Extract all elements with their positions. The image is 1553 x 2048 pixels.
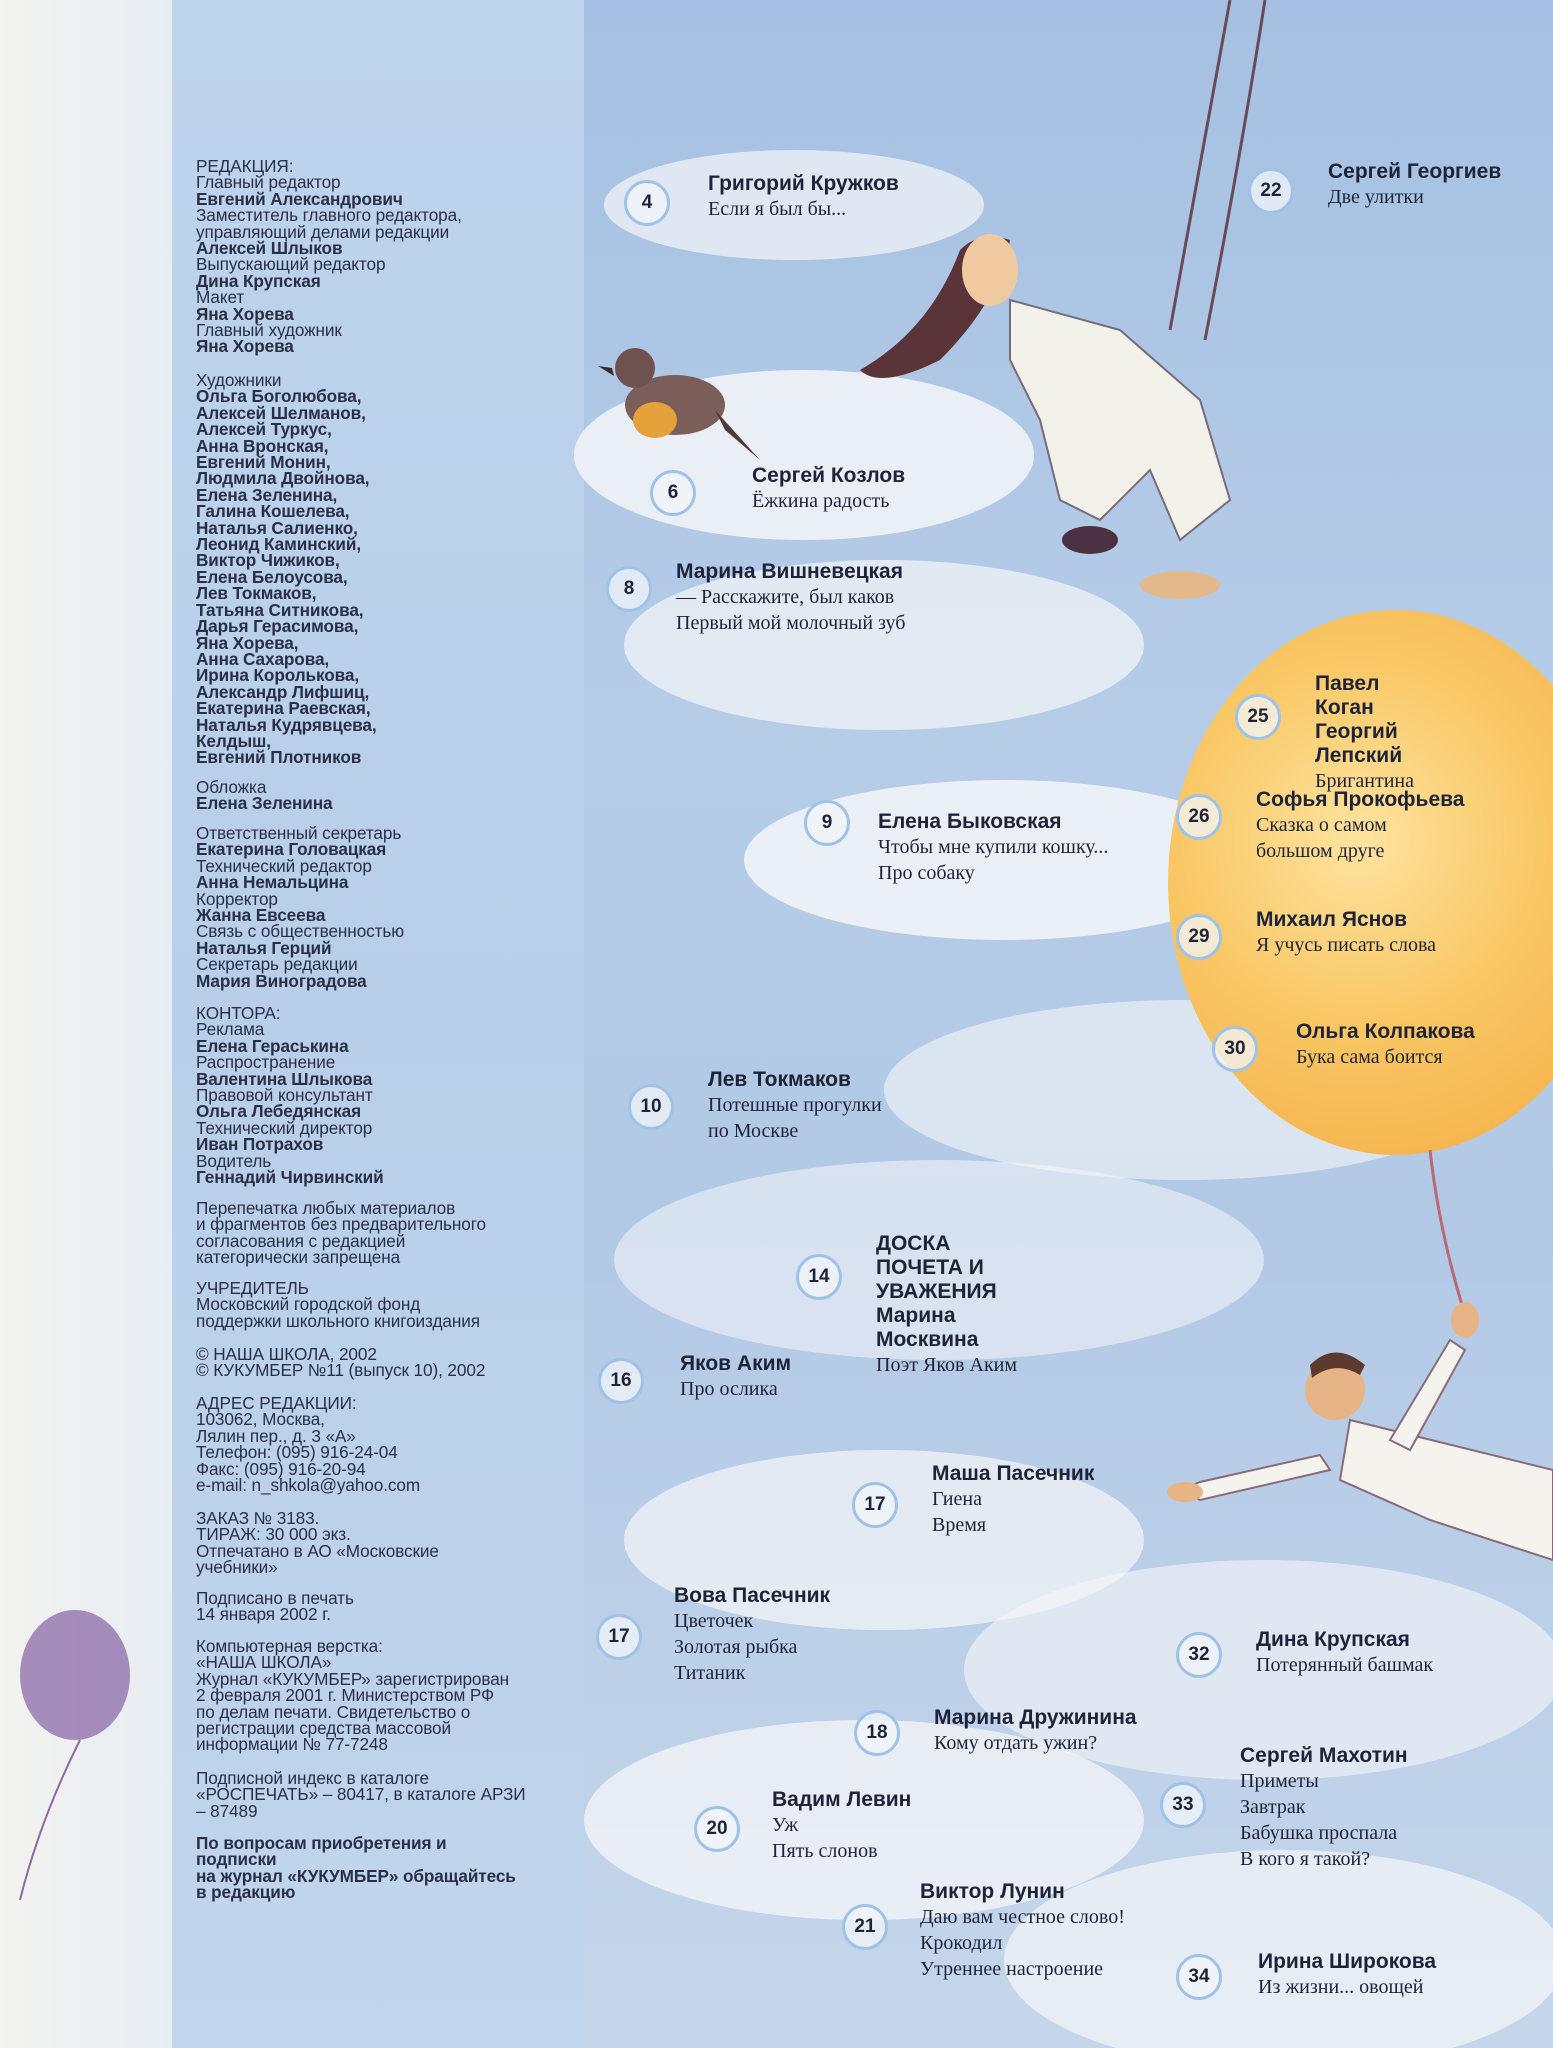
- toc-work: Титаник: [674, 1662, 746, 1684]
- credit-line: Анна Вронская,: [196, 435, 329, 456]
- toc-work: Уж: [772, 1814, 799, 1836]
- toc-text: [676, 560, 905, 636]
- credit-line: Наталья Герций: [196, 937, 332, 958]
- credit-line: Келдыш,: [196, 730, 271, 751]
- credit-line: Виктор Чижиков,: [196, 550, 340, 571]
- credit-line: Выпускающий редактор: [196, 254, 386, 275]
- toc-work: Чтобы мне купили кошку...: [878, 836, 1109, 858]
- credit-line: Связь с общественностью: [196, 921, 405, 942]
- credit-line: Геннадий Чирвинский: [196, 1167, 384, 1188]
- page-number-badge: 16: [598, 1358, 644, 1404]
- credit-line: Елена Гераськина: [196, 1035, 349, 1056]
- page-number-badge: 20: [694, 1806, 740, 1852]
- credit-line: Главный редактор: [196, 172, 341, 193]
- toc-author: Сергей Махотин: [1240, 1744, 1408, 1767]
- credit-line: по делам печати. Свидетельство о: [196, 1701, 471, 1722]
- toc-work: Первый мой молочный зуб: [676, 612, 906, 634]
- credit-line: «РОСПЕЧАТЬ» – 80417, в каталоге АРЗИ: [196, 1784, 526, 1805]
- credit-line: Корректор: [196, 888, 278, 909]
- page-number-badge: 17: [852, 1482, 898, 1528]
- toc-work: Гиена: [932, 1488, 982, 1510]
- toc-work: Цветочек: [674, 1610, 754, 1632]
- credit-line: «НАША ШКОЛА»: [196, 1652, 332, 1673]
- toc-text: [1258, 1950, 1436, 2000]
- toc-work: Бригантина: [1315, 770, 1414, 792]
- toc-work: Из жизни... овощей: [1258, 1976, 1424, 1998]
- credit-line: Людмила Двойнова,: [196, 468, 370, 489]
- toc-work: Про ослика: [680, 1378, 778, 1400]
- credit-line: Елена Белоусова,: [196, 566, 348, 587]
- credit-line: Анна Немальцина: [196, 872, 349, 893]
- toc-author: ДОСКА ПОЧЕТА И УВАЖЕНИЯ Марина Москвина: [876, 1232, 997, 1351]
- credit-line: Компьютерная верстка:: [196, 1636, 383, 1656]
- credit-line: Галина Кошелева,: [196, 501, 350, 522]
- credit-line: Наталья Кудрявцева,: [196, 714, 377, 735]
- toc-author: Михаил Яснов: [1256, 908, 1408, 931]
- toc-text: [934, 1706, 1137, 1756]
- page-number-badge: 17: [596, 1614, 642, 1660]
- credit-line: ЗАКАЗ № 3183.: [196, 1508, 320, 1528]
- toc-work: Кому отдать ужин?: [934, 1732, 1098, 1754]
- credit-line: По вопросам приобретения и: [196, 1833, 447, 1853]
- credit-line: Ответственный секретарь: [196, 823, 402, 843]
- toc-text: [1256, 788, 1464, 864]
- toc-work: Золотая рыбка: [674, 1636, 798, 1658]
- credit-line: Заместитель главного редактора,: [196, 205, 462, 226]
- purple-balloon-icon: [20, 1610, 130, 1900]
- credit-line: Евгений Монин,: [196, 452, 331, 473]
- credit-line: Водитель: [196, 1150, 272, 1171]
- page-number-badge: 4: [624, 180, 670, 226]
- toc-author: Григорий Кружков: [708, 172, 899, 195]
- toc-text: [1328, 160, 1501, 210]
- credit-line: ТИРАЖ: 30 000 экз.: [196, 1524, 351, 1545]
- toc-work: по Москве: [708, 1120, 799, 1142]
- toc-work: Пять слонов: [772, 1840, 878, 1862]
- toc-author: Елена Быковская: [878, 810, 1062, 833]
- credit-line: Главный художник: [196, 320, 342, 341]
- credit-line: Екатерина Головацкая: [196, 839, 387, 860]
- page-number-badge: 6: [650, 470, 696, 516]
- credit-line: Яна Хорева,: [196, 632, 299, 653]
- credit-line: Московский городской фонд: [196, 1294, 421, 1315]
- toc-work: Время: [932, 1514, 987, 1536]
- credit-line: Подписано в печать: [196, 1588, 354, 1608]
- toc-work: Бука сама боится: [1296, 1046, 1443, 1068]
- page-number-badge: 10: [628, 1084, 674, 1130]
- credit-line: Ольга Лебедянская: [196, 1101, 362, 1122]
- credit-line: УЧРЕДИТЕЛЬ: [196, 1278, 309, 1298]
- credit-line: Елена Зеленина,: [196, 484, 338, 505]
- toc-author: Марина Вишневецкая: [676, 560, 903, 583]
- credit-line: Правовой консультант: [196, 1085, 373, 1106]
- credit-line: подписки: [196, 1849, 277, 1870]
- toc-text: [1315, 672, 1414, 794]
- credit-line: Татьяна Ситникова,: [196, 599, 364, 620]
- credit-line: Художники: [196, 370, 282, 390]
- toc-author: Маша Пасечник: [932, 1462, 1095, 1485]
- page-number-badge: 8: [606, 566, 652, 612]
- toc-text: [920, 1880, 1125, 1982]
- credit-line: Алексей Шелманов,: [196, 402, 366, 423]
- toc-author: Сергей Георгиев: [1328, 160, 1502, 183]
- swing-rope-icon: [1170, 0, 1230, 330]
- credit-line: Анна Сахарова,: [196, 648, 330, 669]
- credit-line: Технический редактор: [196, 855, 372, 876]
- credit-line: Евгений Плотников: [196, 747, 362, 768]
- toc-work: Про собаку: [878, 862, 975, 884]
- credit-line: КОНТОРА:: [196, 1003, 281, 1023]
- credit-line: Валентина Шлыкова: [196, 1068, 373, 1089]
- toc-author: Ирина Широкова: [1258, 1950, 1437, 1973]
- toc-author: Марина Дружинина: [934, 1706, 1137, 1729]
- credit-line: Обложка: [196, 777, 267, 797]
- credit-line: и фрагментов без предварительного: [196, 1214, 486, 1235]
- toc-text: [680, 1352, 791, 1402]
- credit-line: регистрации средства массовой: [196, 1718, 452, 1739]
- toc-work: Две улитки: [1328, 186, 1424, 208]
- toc-work: Если я был бы...: [708, 198, 847, 220]
- toc-text: [1256, 1628, 1433, 1678]
- credit-line: Отпечатано в АО «Московские: [196, 1540, 439, 1561]
- page-number-badge: 34: [1176, 1954, 1222, 2000]
- page-number-badge: 26: [1176, 794, 1222, 840]
- credit-line: Подписной индекс в каталоге: [196, 1768, 430, 1788]
- page-number-badge: 14: [796, 1254, 842, 1300]
- credit-line: Александр Лифшиц,: [196, 681, 370, 702]
- toc-text: [932, 1462, 1094, 1538]
- credit-line: категорически запрещена: [196, 1247, 401, 1268]
- credit-line: Технический директор: [196, 1117, 373, 1138]
- bird-icon: [598, 348, 760, 460]
- toc-text: [674, 1584, 830, 1686]
- credit-line: согласования с редакцией: [196, 1230, 406, 1251]
- toc-text: [1256, 908, 1436, 958]
- credit-line: Наталья Салиенко,: [196, 517, 358, 538]
- toc-text: [876, 1232, 1017, 1378]
- credit-line: Лялин пер., д. 3 «А»: [196, 1425, 356, 1446]
- credit-line: – 87489: [196, 1800, 258, 1821]
- credit-line: Иван Потрахов: [196, 1134, 324, 1155]
- credit-line: Распространение: [196, 1052, 336, 1073]
- toc-work: В кого я такой?: [1240, 1848, 1371, 1870]
- credit-line: Жанна Евсеева: [196, 905, 326, 926]
- toc-author: Яков Аким: [680, 1352, 792, 1375]
- page-number-badge: 29: [1176, 914, 1222, 960]
- toc-text: [708, 1068, 882, 1144]
- credit-line: Реклама: [196, 1019, 265, 1040]
- credit-line: управляющий делами редакции: [196, 221, 450, 242]
- credit-line: Яна Хорева: [196, 303, 294, 324]
- page-number-badge: 30: [1212, 1026, 1258, 1072]
- toc-text: [708, 172, 899, 222]
- credit-line: Лев Токмаков,: [196, 583, 317, 604]
- page-number-badge: 32: [1176, 1632, 1222, 1678]
- credit-line: Журнал «КУКУМБЕР» зарегистрирован: [196, 1668, 510, 1689]
- credit-line: Ольга Боголюбова,: [196, 386, 362, 407]
- toc-author: Лев Токмаков: [708, 1068, 851, 1091]
- credit-line: на журнал «КУКУМБЕР» обращайтесь: [196, 1865, 516, 1886]
- credit-line: Ирина Королькова,: [196, 665, 360, 686]
- toc-author: Ольга Колпакова: [1296, 1020, 1475, 1043]
- toc-work: — Расскажите, был каков: [676, 586, 895, 608]
- credit-line: учебники»: [196, 1557, 278, 1578]
- page-number-badge: 33: [1160, 1782, 1206, 1828]
- toc-work: Потешные прогулки: [708, 1094, 882, 1116]
- toc-work: Я учусь писать слова: [1256, 934, 1437, 956]
- credit-line: Дарья Герасимова,: [196, 616, 359, 637]
- page-number-badge: 25: [1235, 694, 1281, 740]
- credit-line: 103062, Москва,: [196, 1409, 325, 1430]
- toc-work: Крокодил: [920, 1932, 1003, 1954]
- toc-work: Ёжкина радость: [752, 490, 890, 512]
- credit-line: Яна Хорева: [196, 336, 294, 357]
- toc-author: Павел Коган Георгий Лепский: [1315, 672, 1403, 767]
- toc-author: Вадим Левин: [772, 1788, 912, 1811]
- page-number-badge: 22: [1248, 168, 1294, 214]
- toc-author: Сергей Козлов: [752, 464, 906, 487]
- credit-line: 14 января 2002 г.: [196, 1604, 331, 1625]
- flying-boy-icon: [1167, 1302, 1553, 1560]
- credit-line: Дина Крупская: [196, 270, 321, 291]
- credit-line: АДРЕС РЕДАКЦИИ:: [196, 1393, 357, 1413]
- credit-line: Евгений Александрович: [196, 188, 403, 209]
- toc-work: Завтрак: [1240, 1796, 1306, 1818]
- toc-work: Бабушка проспала: [1240, 1822, 1398, 1844]
- credit-line: поддержки школьного книгоиздания: [196, 1310, 480, 1331]
- toc-text: [1240, 1744, 1408, 1872]
- credit-line: Макет: [196, 287, 245, 308]
- toc-work: Даю вам честное слово!: [920, 1906, 1125, 1928]
- credit-line: информации № 77-7248: [196, 1734, 388, 1755]
- toc-text: [1296, 1020, 1475, 1070]
- credit-line: © КУКУМБЕР №11 (выпуск 10), 2002: [196, 1360, 486, 1381]
- swing-rope-icon: [1205, 0, 1265, 340]
- page-number-badge: 18: [854, 1710, 900, 1756]
- page-number-badge: 9: [804, 800, 850, 846]
- credit-line: Телефон: (095) 916-24-04: [196, 1442, 398, 1463]
- credit-line: Факс: (095) 916-20-94: [196, 1458, 366, 1479]
- credit-line: Перепечатка любых материалов: [196, 1198, 456, 1218]
- credit-line: Мария Виноградова: [196, 970, 367, 991]
- toc-text: [772, 1788, 911, 1864]
- toc-author: Виктор Лунин: [920, 1880, 1065, 1903]
- toc-author: Дина Крупская: [1256, 1628, 1410, 1651]
- toc-text: [752, 464, 905, 514]
- credit-line: 2 февраля 2001 г. Министерством РФ: [196, 1685, 495, 1706]
- credit-line: Секретарь редакции: [196, 954, 358, 975]
- credit-line: © НАША ШКОЛА, 2002: [196, 1344, 377, 1364]
- credit-line: РЕДАКЦИЯ:: [196, 156, 294, 176]
- toc-work: большом друге: [1256, 840, 1385, 862]
- credit-line: e-mail: n_shkola@yahoo.com: [196, 1475, 421, 1496]
- toc-work: Приметы: [1240, 1770, 1319, 1792]
- toc-work: Поэт Яков Аким: [876, 1354, 1018, 1376]
- credit-line: Алексей Туркус,: [196, 419, 332, 440]
- toc-work: Сказка о самом: [1256, 814, 1387, 836]
- toc-work: Потерянный башмак: [1256, 1654, 1434, 1676]
- credit-line: в редакцию: [196, 1882, 296, 1903]
- credit-line: Елена Зеленина: [196, 793, 333, 814]
- toc-author: Вова Пасечник: [674, 1584, 831, 1607]
- credit-line: Леонид Каминский,: [196, 534, 362, 555]
- girl-on-swing-icon: [860, 234, 1230, 599]
- toc-author: Софья Прокофьева: [1256, 788, 1465, 811]
- page-number-badge: 21: [842, 1904, 888, 1950]
- credit-line: Екатерина Раевская,: [196, 698, 371, 719]
- credit-line: Алексей Шлыков: [196, 238, 343, 259]
- toc-work: Утреннее настроение: [920, 1958, 1104, 1980]
- toc-text: [878, 810, 1108, 886]
